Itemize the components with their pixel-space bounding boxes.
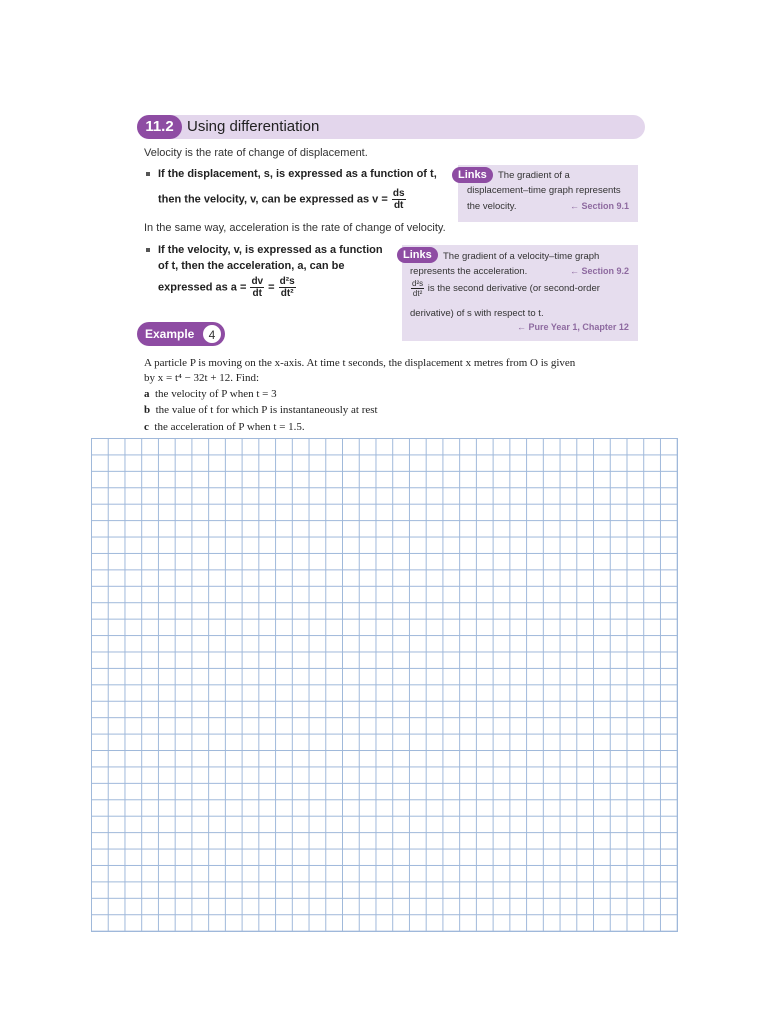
part-letter: b	[144, 404, 151, 416]
fraction-numerator: ds	[392, 188, 405, 199]
links2-line1: The gradient of a velocity–time graph	[443, 251, 600, 262]
question-part-a	[144, 387, 277, 401]
bullet1-text: then the velocity, v, can be expressed as v =	[158, 193, 388, 206]
fraction-numerator: d²s	[412, 279, 424, 288]
equals-sign: =	[268, 281, 275, 294]
example-badge	[137, 322, 225, 346]
bullet1-line1: If the displacement, s, is expressed as a function of t,	[158, 168, 437, 180]
bullet-marker	[146, 172, 150, 176]
intro-acceleration: In the same way, acceleration is the rate of change of velocity.	[144, 222, 446, 234]
section-header	[137, 115, 645, 139]
links2-line4: derivative) of s with respect to t.	[410, 308, 544, 319]
intro-velocity: Velocity is the rate of change of displacement.	[144, 147, 368, 159]
bullet2-text: expressed as a =	[158, 281, 247, 294]
second-derivative-fraction	[411, 279, 424, 298]
links1-line2: displacement–time graph represents	[467, 185, 621, 196]
part-text: the velocity of P when t = 3	[155, 388, 277, 400]
fraction-denominator: dt	[252, 288, 262, 299]
part-text: the value of t for which P is instantaneously at rest	[155, 404, 378, 416]
fraction-denominator: dt	[393, 200, 404, 211]
working-grid[interactable]	[91, 438, 678, 932]
question-part-b	[144, 403, 378, 417]
links1-ref: ← Section 9.1	[570, 201, 630, 211]
fraction-numerator: dv	[251, 276, 264, 287]
fraction-denominator: dt²	[280, 288, 294, 299]
links2-line2: represents the acceleration.	[410, 266, 528, 277]
part-text: the acceleration of P when t = 1.5.	[154, 421, 305, 433]
question-part-c	[144, 420, 305, 434]
links-tag-1: Links	[452, 167, 493, 183]
acceleration-fraction-1	[250, 276, 264, 299]
part-letter: a	[144, 388, 150, 400]
links2-ref2: ← Pure Year 1, Chapter 12	[517, 322, 629, 332]
question-line1: A particle P is moving on the x-axis. At time t seconds, the displacement x metres from O is given	[144, 357, 576, 369]
velocity-fraction	[392, 188, 406, 211]
links2-ref1: ← Section 9.2	[570, 266, 630, 276]
fraction-denominator: dt²	[412, 289, 423, 298]
section-number: 11.2	[137, 115, 182, 139]
links1-line3: the velocity.	[467, 201, 517, 212]
bullet2-line3	[158, 276, 297, 299]
bullet2-line1: If the velocity, v, is expressed as a function	[158, 244, 383, 256]
links-tag-2: Links	[397, 247, 438, 263]
links1-line1: The gradient of a	[498, 170, 570, 181]
fraction-numerator: d²s	[279, 276, 295, 287]
section-title: Using differentiation	[187, 118, 320, 135]
bullet1-line2	[158, 188, 407, 211]
links2-line3: is the second derivative (or second-order	[427, 283, 600, 295]
bullet2-line2: of t, then the acceleration, a, can be	[158, 260, 345, 272]
example-number: 4	[202, 324, 222, 344]
example-label: Example	[145, 327, 195, 341]
links2-fraction-row	[410, 279, 600, 298]
question-line2: by x = t⁴ − 32t + 12. Find:	[144, 372, 260, 384]
acceleration-fraction-2	[279, 276, 296, 299]
part-letter: c	[144, 421, 149, 433]
bullet-marker	[146, 248, 150, 252]
